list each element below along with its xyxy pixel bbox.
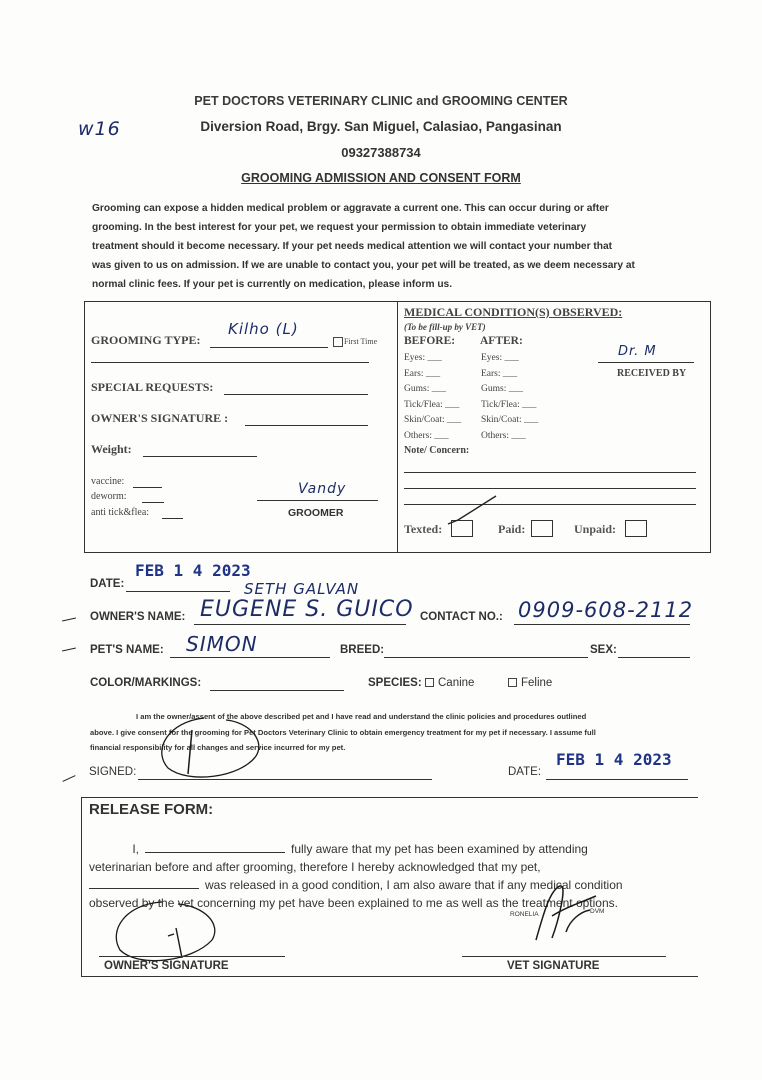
contact-label: CONTACT NO.:: [420, 611, 503, 623]
intro-paragraph: [92, 199, 702, 294]
owner-name-label: OWNER'S NAME:: [90, 611, 186, 623]
before-list: [404, 351, 461, 445]
owner-signature-scribble: [148, 712, 268, 784]
special-requests-label: SPECIAL REQUESTS:: [91, 380, 214, 394]
after-item: Gums: ___: [481, 384, 523, 395]
unpaid-label: Unpaid:: [574, 522, 617, 536]
before-label: BEFORE:: [404, 335, 456, 347]
deworm-line[interactable]: [142, 502, 164, 503]
release-title: RELEASE FORM:: [89, 801, 214, 818]
release-line: observed by the vet concerning my pet have been explained to me as well as the treatment options.: [89, 895, 618, 910]
canine-checkbox[interactable]: [425, 678, 434, 687]
vet-stamp-name: RONELIA: [510, 911, 539, 918]
clinic-phone: 09327388734: [341, 145, 421, 160]
vaccine-line[interactable]: [133, 487, 162, 488]
received-by-line: [598, 362, 694, 363]
first-time-label: First Time: [344, 337, 378, 346]
releasee-name-line[interactable]: [145, 840, 285, 853]
owner-release-signature: [104, 896, 224, 968]
after-item: Eyes: ___: [481, 353, 519, 363]
groomer-line: [257, 500, 378, 501]
check-mark-icon: [446, 494, 502, 528]
special-requests-line[interactable]: [224, 394, 368, 395]
vaccine-label: vaccine:: [91, 476, 125, 487]
consent-line: financial responsibility for all changes and service incurred for my pet.: [90, 743, 346, 752]
breed-label: BREED:: [340, 644, 385, 656]
before-item: Gums: ___: [404, 384, 446, 395]
date-line: [126, 591, 230, 592]
received-by-value: Dr. M: [618, 344, 657, 359]
groomer-label: GROOMER: [288, 507, 344, 519]
release-line: was released in a good condition, I am also aware that if any medical condition: [89, 876, 689, 895]
after-item: Skin/Coat: ___: [481, 415, 539, 426]
vet-stamp-title: DVM: [590, 908, 605, 915]
contact-line: [514, 624, 690, 625]
date-label: DATE:: [90, 578, 125, 590]
after-label: AFTER:: [480, 335, 523, 347]
owner-signature-label: OWNER'S SIGNATURE :: [91, 411, 229, 425]
owner-release-signature-line[interactable]: [99, 956, 285, 957]
note-line[interactable]: [404, 472, 696, 473]
groomer-name: Vandy: [298, 481, 347, 497]
before-item: Tick/Flea: ___: [404, 399, 460, 410]
after-list: [481, 351, 538, 445]
species-canine[interactable]: [420, 677, 474, 689]
consent-date-line: [546, 779, 688, 780]
grooming-type-label: GROOMING TYPE:: [91, 333, 201, 347]
feline-label: Feline: [521, 677, 553, 689]
texted-label: Texted:: [404, 522, 443, 536]
release-line: veterinarian before and after grooming, therefore I hereby acknowledged that my pet,: [89, 859, 541, 874]
signed-label: SIGNED:: [89, 766, 137, 778]
note-label: Note/ Concern:: [404, 445, 470, 456]
owner-signature-line[interactable]: [245, 425, 368, 426]
vet-signature-line[interactable]: [462, 956, 666, 957]
before-item: Eyes: ___: [404, 353, 442, 363]
before-item: Others: ___: [404, 430, 449, 441]
before-item: Ears: ___: [404, 368, 441, 379]
owner-name-extra: SETH GALVAN: [244, 580, 360, 598]
before-item: Skin/Coat: ___: [404, 415, 462, 426]
released-pet-line[interactable]: [89, 876, 199, 889]
tick-mark: [62, 618, 76, 622]
sex-label: SEX:: [590, 644, 617, 656]
owner-release-signature-label: OWNER'S SIGNATURE: [104, 960, 229, 972]
intro-line: normal clinic fees. If your pet is currently on medication, please inform us.: [92, 279, 453, 290]
margin-note: w16: [78, 118, 121, 140]
owner-name-value[interactable]: EUGENE S. GUICO: [200, 597, 414, 622]
tick-mark: [62, 775, 75, 782]
clinic-address: Diversion Road, Brgy. San Miguel, Calasiao, Pangasinan: [200, 119, 562, 134]
pet-name-label: PET'S NAME:: [90, 644, 164, 656]
owner-name-line: [194, 624, 406, 625]
weight-label: Weight:: [91, 442, 132, 456]
form-title: GROOMING ADMISSION AND CONSENT FORM: [241, 171, 521, 185]
intro-line: treatment should it become necessary. If your pet needs medical attention we will contact your number that: [92, 241, 613, 252]
canine-label: Canine: [438, 677, 475, 689]
unpaid-checkbox[interactable]: [625, 520, 647, 537]
received-by-label: RECEIVED BY: [617, 368, 687, 379]
intro-line: was given to us on admission. If we are unable to contact you, your pet will be treated, as we deem necessary at: [92, 260, 635, 271]
date-stamp: FEB 1 4 2023: [135, 561, 251, 580]
vet-signature-label: VET SIGNATURE: [507, 960, 600, 972]
pet-name-value[interactable]: SIMON: [186, 632, 258, 656]
consent-line: I am the owner/assent of the above described pet and I have read and understand the clinic policies and procedures outlined: [136, 712, 587, 721]
weight-line[interactable]: [143, 456, 257, 457]
color-markings-line[interactable]: [210, 690, 344, 691]
vet-signature-scribble: [530, 882, 604, 944]
paid-checkbox[interactable]: [531, 520, 553, 537]
species-label: SPECIES:: [368, 677, 422, 689]
after-item: Tick/Flea: ___: [481, 399, 537, 410]
color-markings-label: COLOR/MARKINGS:: [90, 677, 202, 689]
paid-label: Paid:: [498, 522, 526, 536]
consent-date-stamp: FEB 1 4 2023: [556, 750, 672, 769]
breed-line[interactable]: [384, 657, 588, 658]
deworm-label: deworm:: [91, 491, 127, 502]
first-time-checkbox[interactable]: [333, 337, 343, 347]
consent-line: above. I give consent for the grooming for Pet Doctors Veterinary Clinic to obtain emergency treatment for my pet if necessary. I assume full: [90, 727, 596, 737]
clinic-name: PET DOCTORS VETERINARY CLINIC and GROOMING CENTER: [194, 94, 568, 108]
feline-checkbox[interactable]: [508, 678, 517, 687]
sex-line[interactable]: [618, 657, 690, 658]
box-divider: [397, 302, 398, 552]
after-item: Ears: ___: [481, 368, 518, 379]
release-line: I, fully aware that my pet has been examined by attending: [132, 842, 588, 856]
contact-value[interactable]: 0909-608-2112: [518, 598, 694, 622]
tick-mark: [62, 648, 76, 652]
medical-title: MEDICAL CONDITION(S) OBSERVED:: [404, 305, 623, 319]
grooming-type-line: [210, 347, 328, 348]
anti-tick-line[interactable]: [162, 518, 183, 519]
note-line[interactable]: [404, 488, 696, 489]
pet-name-line: [170, 657, 330, 658]
intro-line: grooming. In the best interest for your pet, we request your permission to obtain immediate veterinary: [92, 222, 587, 233]
species-feline[interactable]: [503, 677, 552, 689]
medical-subtitle: (To be fill-up by VET): [404, 322, 486, 332]
intro-line: Grooming can expose a hidden medical problem or aggravate a current one. This can occur during or after: [92, 203, 609, 214]
grooming-type-line-2: [91, 362, 369, 363]
consent-date-label: DATE:: [508, 766, 542, 778]
grooming-type-value[interactable]: Kilho (L): [228, 320, 299, 338]
after-item: Others: ___: [481, 430, 526, 441]
anti-tick-label: anti tick&flea:: [91, 507, 150, 518]
